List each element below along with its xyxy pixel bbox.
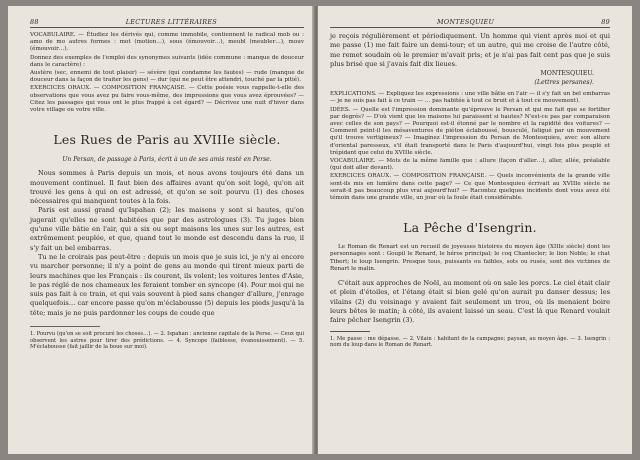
running-title-left: LECTURES LITTÉRAIRES xyxy=(125,18,217,26)
page-number-left: 88 xyxy=(30,18,39,26)
author-signature: MONTESQUIEU. xyxy=(540,70,594,78)
right-page xyxy=(318,6,632,454)
footnotes-left: 1. Pourvu (qu'on se soit procuré les choses…). — 2. Ispahan : ancienne capitale de la Perse. — Ceux qui observent les astres pour tirer des prédictions. — 4. Syncope (faiblesse, évanouissement). — 5. M'éclabousse (fait jaillir de la boue sur moi). xyxy=(30,330,304,351)
exercise-oraux-right: EXERCICES ORAUX. — COMPOSITION FRANÇAISE. — Quels inconvénients de la grande ville sont-ils mis en lumière dans cette page? — Ce que Montesquieu écrivait au XVIIIe siècle ne serait-il pas beaucoup plus vrai aujourd'hui? — Racontez quelques incidents dont vous avez été témoin dans une grande ville, un jour où la foule était considérable. xyxy=(330,173,610,202)
exercise-idees: IDÉES. — Quelle est l'impression dominante qu'éprouve le Persan et qui me fait que se fortifier par degrés? — D'où vient que les maisons lui paraissent si hautes? N'est-ce pas par comparaison avec celles de son pays? — Pourquoi est-il étonné par le nombre et la rapidité des voitures? — Comment peint-il les mésaventures de piéton éclaboussé, bousculé, fatigué par un mouvement qu'il trouve vertigineux? — Imaginez l'impression du Persan de Montesquieu, avec son allure d'oriental paresseux, s'il était transporté dans le Paris d'aujourd'hui, vingt fois plus peuplé et trépidant que celui du XVIIIe siècle. xyxy=(330,106,610,156)
running-header-left xyxy=(30,18,304,28)
exercise-vocabulaire: VOCABULAIRE. — Étudiez les dérivés qui, comme immobile, contiennent le radical mob ou : amo de mo autres formes : mot (motion…), sous (émouvoir…), meubl (meubler…), mouv (émouvoir…). xyxy=(30,32,304,53)
exercise-synonymes: Donnez des exemples de l'emploi des synonymes suivants (idée commune : manque de douceur dans le caractère) : xyxy=(30,54,304,68)
section-intro-rues: Un Persan, de passage à Paris, écrit à un de ses amis resté en Perse. xyxy=(62,156,272,164)
source-citation: (Lettres persanes). xyxy=(534,79,594,87)
page-number-right: 89 xyxy=(601,18,610,26)
footnotes-right: 1. Me passe : me dépasse. — 2. Vilain : habitant de la campagne; paysan, au moyen âge. — 3. Isengrin : nom du loup dans le Roman de Renart. xyxy=(330,335,610,349)
section-intro-peche: Le Roman de Renart est un recueil de joyeuses histoires du moyen âge (XIIIe siècle) dont les personnages sont : Goupil le Renard, le héros principal; le coq Chantecler; le lion Noble; le chat Tibert; le loup Isengrin. Presque tous, puissants ou faibles, sots ou rusés, sont des victimes de Renart le malin. xyxy=(330,244,610,272)
footnote-divider xyxy=(30,326,100,327)
exercise-vocabulaire-right: VOCABULAIRE. — Mots de la même famille que : allure (façon d'aller…), aller, allée, préalable (qui doit aller devant). xyxy=(330,158,610,172)
paragraph: Nous sommes à Paris depuis un mois, et nous avons toujours été dans un mouvement continuel. Il faut bien des affaires avant qu'on soit logé, qu'on ait trouvé les gens à qui on est adressé, et qu'on se soit pourvu (1) des choses nécessaires qui manquent toutes à la fois. xyxy=(30,169,304,206)
paragraph: Tu ne le croirais pas peut-être : depuis un mois que je suis ici, je n'y ai encore vu marcher personne; il n'y a point de gens au monde qui tirent mieux parti de leurs machines que les Français : ils courent, ils volent; les voitures lentes d'Asie, le pas réglé de nos chameaux les feraient tomber en syncope (4). Pour moi qui ne suis pas fait à ce train, et qui vais souvent à pied sans changer d'allure, j'enrage quelquefois… car encore passe qu'on m'éclabousse (5) depuis les pieds jusqu'à la tête; mais je ne puis pardonner les coups de coude que xyxy=(30,252,304,317)
running-header-right xyxy=(330,18,610,28)
paragraph: C'était aux approches de Noël, au moment où on sale les porcs. Le ciel était clair et plein d'étoiles, et l'étang était si bien gelé qu'on aurait pu danser dessus; les vilains (2) du voisinage y avaient fait seulement un trou, où ils menaient boire leurs bêtes le matin; à côté, ils avaient laissé un seau. C'est là que Renard voulait faire pêcher Isengrin (3). xyxy=(330,279,610,325)
running-title-right: MONTESQUIEU xyxy=(437,18,495,26)
left-page xyxy=(8,6,314,454)
footnote-divider xyxy=(330,331,370,332)
paragraph: Paris est aussi grand qu'Ispahan (2); les maisons y sont si hautes, qu'on jugerait qu'elles ne sont habitées que par des astrologues (3). Tu juges bien qu'une ville bâtie en l'air, qui a six ou sept maisons les unes sur les autres, est extrêmement peuplée, et que, quand tout le monde est descendu dans la rue, il s'y fait un bel embarras. xyxy=(30,206,304,252)
section-heading-peche: La Pêche d'Isengrin. xyxy=(403,220,537,236)
exercise-oraux: EXERCICES ORAUX. — COMPOSITION FRANÇAISE. — Cette poésie vous rappelle-t-elle des observations que vous avez pu faire vous-même, des impressions que vous avez éprouvées? — Citez les passages qui vous ont le plus frappé à cet égard? — Décrivez une nuit d'hiver dans votre village ou votre ville. xyxy=(30,85,304,114)
exercise-explications: EXPLICATIONS. — Expliquez les expressions : une ville bâtie en l'air — il s'y fait un bel embarras — je ne suis pas fait à ce train — … pas habitée à tout ce bruit et à tout ce mouvement). xyxy=(330,91,610,105)
paragraph: je reçois régulièrement et périodiquement. Un homme qui vient après moi et qui me passe (1) me fait faire un demi-tour; et un autre, qui me croise de l'autre côté, me remet soudain où le premier m'avait pris; et je n'ai pas fait cent pas que je suis plus brisé que si j'avais fait dix lieues. xyxy=(330,32,610,68)
section-heading-rues: Les Rues de Paris au XVIIIe siècle. xyxy=(53,132,281,148)
exercise-synonymes-list: Austère (sec, ennemi de tout plaisir) — sévère (qui condamne les fautes) — rude (manque de douceur dans la façon de traiter les gens) — dur (qui ne peut être attendri, touché par la pitié). xyxy=(30,70,304,84)
